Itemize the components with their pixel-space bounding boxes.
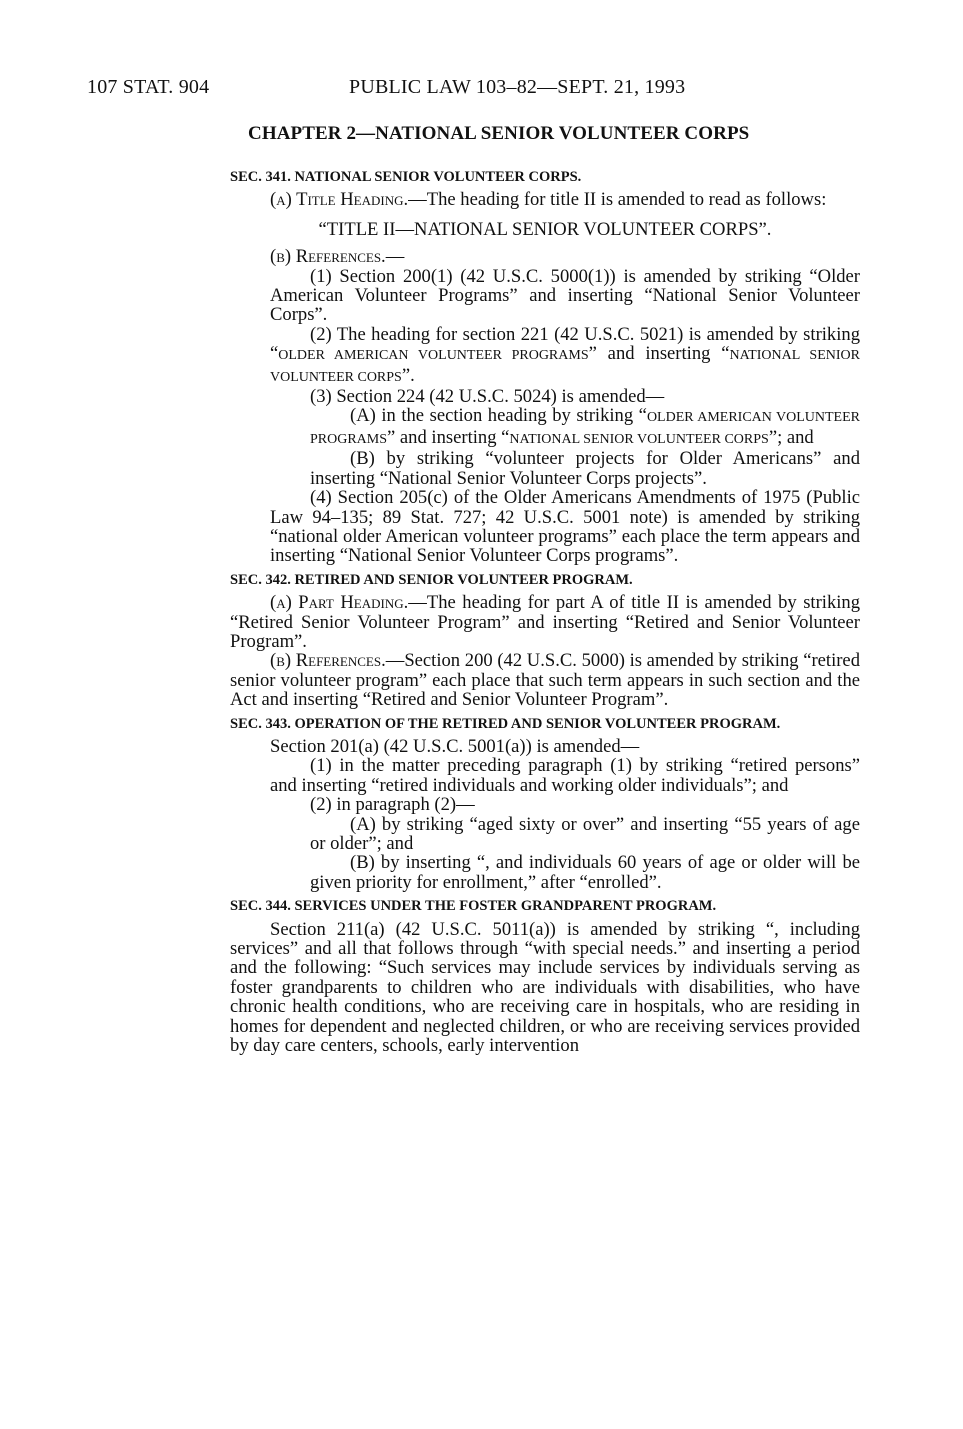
sec341-a-text: The heading for title II is amended to read as follows: — [426, 189, 827, 211]
sec342-b-label: (b) References.— — [270, 650, 405, 672]
sec341-b2-strike: OLDER AMERICAN VOLUNTEER PROGRAMS — [278, 348, 589, 364]
sec341-subsection-b — [230, 247, 860, 266]
public-law-citation: PUBLIC LAW 103–82—SEPT. 21, 1993 — [349, 76, 686, 98]
sec341-paragraph-2 — [230, 325, 860, 387]
page-header — [87, 76, 747, 106]
sec341-paragraph-1: (1) Section 200(1) (42 U.S.C. 5000(1)) is amended by striking “Older American Volunteer Programs” and inserting “National Senior Volunteer Corps”. — [270, 265, 860, 326]
sec341-b2-mid: ” and inserting “ — [588, 343, 730, 365]
document-body — [230, 163, 860, 1055]
sec341-b-label: (b) References.— — [270, 246, 405, 268]
sec341-b3A-insert: NATIONAL SENIOR VOLUNTEER CORPS — [509, 431, 769, 447]
sec341-subparagraph-A — [230, 406, 860, 449]
sec341-b2-insert: NATIONAL SENIOR VOLUNTEER CORPS — [270, 348, 860, 385]
chapter-title: CHAPTER 2—NATIONAL SENIOR VOLUNTEER CORPS — [248, 123, 750, 144]
sec343-subparagraph-B: (B) by inserting “, and individuals 60 years of age or older will be given priority for enrollment,” after “enrolled”. — [310, 852, 860, 893]
section-heading-342: SEC. 342. RETIRED AND SENIOR VOLUNTEER PROGRAM. — [230, 571, 633, 588]
sec341-b2-pre: (2) The heading for section 221 (42 U.S.C. 5021) is amended by striking “ — [270, 323, 860, 365]
sec341-subsection-a — [230, 190, 860, 209]
sec342-subsection-a — [230, 593, 860, 651]
title-quote: “TITLE II—NATIONAL SENIOR VOLUNTEER CORPS”. — [318, 218, 772, 240]
stat-page-number: 107 STAT. 904 — [87, 76, 210, 98]
section-heading-341: SEC. 341. NATIONAL SENIOR VOLUNTEER CORPS. — [230, 169, 582, 185]
sec342-b-text: Section 200 (42 U.S.C. 5000) is amended by striking “retired senior volunteer program” each place that such term appears in such section and the Act and inserting “Retired and Senior Volunteer Program”. — [230, 650, 860, 711]
section-heading-343: SEC. 343. OPERATION OF THE RETIRED AND SENIOR VOLUNTEER PROGRAM. — [230, 715, 781, 732]
sec341-b3A-strike: OLDER AMERICAN VOLUNTEER PROGRAMS — [310, 410, 861, 447]
sec341-paragraph-4: (4) Section 205(c) of the Older Americans Amendments of 1975 (Public Law 94–135; 89 Stat. 727; 42 U.S.C. 5001 note) is amended by striking “national older American volunteer programs” each place the term appears and inserting “National Senior Volunteer Corps programs”. — [270, 487, 860, 567]
sec343-subparagraph-A: (A) by striking “aged sixty or over” and inserting “55 years of age or older”; and — [310, 813, 860, 854]
sec341-b3A-post: ”; and — [768, 426, 814, 448]
section-heading-344: SEC. 344. SERVICES UNDER THE FOSTER GRANDPARENT PROGRAM. — [230, 898, 717, 915]
sec344-text: Section 211(a) (42 U.S.C. 5011(a)) is amended by striking “, including services” and all that follows through “with special needs.” and inserting a period and the following: “Such services may include services by individuals serving as foster grandparents to children who are individuals with disabilities, who have chronic health conditions, who are receiving care in hospitals, who are residing in homes for dependent and neglected children, or who are receiving services provided by day care centers, schools, early intervention — [230, 918, 860, 1057]
sec342-subsection-b — [230, 651, 860, 709]
sec342-a-text: The heading for part A of title II is amended by striking “Retired Senior Volunteer Program” and inserting “Retired and Senior Volunteer Program”. — [230, 592, 861, 652]
sec343-paragraph-2: (2) in paragraph (2)— — [310, 794, 475, 816]
sec341-a-label: (a) Title Heading.— — [270, 189, 427, 211]
sec341-subparagraph-B: (B) by striking “volunteer projects for Older Americans” and inserting “National Senior Volunteer Corps projects”. — [310, 448, 860, 489]
sec343-intro: Section 201(a) (42 U.S.C. 5001(a)) is amended— — [270, 735, 640, 757]
sec342-a-label: (a) Part Heading.— — [270, 592, 427, 614]
sec341-b3A-pre: (A) in the section heading by striking “ — [350, 405, 647, 427]
sec341-b3A-mid: ” and inserting “ — [387, 426, 510, 448]
sec343-paragraph-1: (1) in the matter preceding paragraph (1) by striking “retired persons” and inserting “retired individuals and working older individuals”; and — [270, 755, 860, 796]
sec341-paragraph-3: (3) Section 224 (42 U.S.C. 5024) is amended— — [310, 386, 665, 408]
sec341-b2-post: ”. — [401, 364, 415, 386]
